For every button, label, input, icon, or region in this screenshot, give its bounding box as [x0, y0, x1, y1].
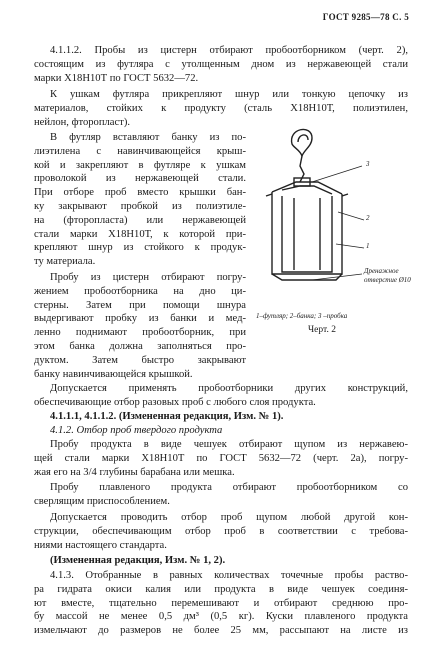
text-line: состоящим из футляра с утолщенным дном из нержавеющей стали: [34, 58, 408, 70]
text-line: на (фторопласта) или нержавеющей: [34, 214, 246, 226]
text-line: Пробу продукта в виде чешуек отбирают щупом из нержавею-: [50, 439, 408, 450]
text-line: нейлон, фторопласт).: [34, 116, 131, 128]
label-drain: Дренажное: [364, 267, 399, 275]
paragraph-4-1-1-2: [34, 44, 408, 85]
text-line: этом банка должна заполняться про-: [34, 340, 246, 352]
label-drain-hole: отверстие Ø10: [364, 276, 411, 284]
label-3: 3: [366, 160, 370, 168]
text-line: материалов, стойких к продукту (сталь Х18Н10Т, полиэтилен,: [34, 102, 408, 114]
text-line: ту материала.: [34, 256, 96, 268]
paragraph-solid-sample: [34, 438, 408, 479]
text-line: При отборе проб вместо крышки бан-: [34, 187, 246, 199]
section-4-1-2-title: 4.1.2. Отбор проб твердого продукта: [50, 425, 223, 436]
paragraph-probe: [34, 511, 408, 552]
text-line: лиэтилена с навинчивающейся крыш-: [34, 145, 246, 157]
text-line: ниями настоящего стандарта.: [34, 539, 167, 551]
text-line: ют вместе, тщательно перемешивают и отбирают среднюю про-: [34, 597, 408, 609]
text-line: крепляют шнур из стойкого к продук-: [34, 242, 246, 254]
sampler-figure: [252, 152, 422, 342]
sampler-drawing: [252, 124, 422, 284]
paragraph-4-1-3: [34, 569, 408, 638]
text-line: выдергивают пробку из банки и мед-: [34, 313, 246, 325]
text-line: 4.1.1.2. Пробы из цистерн отбирают пробоотборником (черт. 2),: [50, 45, 408, 56]
text-line: Допускается применять пробоотборники других конструкций,: [50, 383, 408, 394]
text-line: жением пробоотборника на дно ци-: [34, 285, 246, 297]
text-line: 4.1.3. Отобранные в равных количествах точечные пробы раство-: [50, 570, 408, 581]
text-line: банку навинчивающейся крышкой.: [34, 368, 193, 380]
text-line: ра гидрата окиси калия или продукта в виде чешуек соединя-: [34, 583, 408, 595]
figure-number: Черт. 2: [308, 325, 336, 335]
label-2: 2: [366, 214, 370, 222]
text-line: жая его на 3/4 глубины барабана или мешка.: [34, 466, 235, 478]
text-line: дуктом. Затем быстро закрывают: [34, 354, 246, 366]
text-line: стерны. Затем при помощи шнура: [34, 299, 246, 311]
paragraph-fused-sample: [34, 481, 408, 509]
edition-note-2: (Измененная редакция, Изм. № 1, 2).: [50, 555, 226, 566]
text-line: ленно поднимают пробоотборник, при: [34, 327, 246, 339]
page-header: ГОСТ 9285—78 С. 5: [322, 12, 409, 22]
text-line: обеспечивающие отбор разовых проб с любого слоя продукта.: [34, 396, 316, 408]
text-line: бу массой не менее 0,5 дм³ (0,5 кг). Куски плавленого продукта: [34, 611, 408, 623]
text-line: Пробу из цистерн отбирают погру-: [50, 272, 246, 283]
text-line: ку закрывают пробкой из полиэтиле-: [34, 200, 246, 212]
text-line: марки Х18Н10Т по ГОСТ 5632—72.: [34, 72, 199, 84]
text-line: струкции, обеспечивающим отбор проб в соответствии с требова-: [34, 525, 408, 537]
paragraph-other-samplers: [34, 382, 408, 410]
edition-note-1: 4.1.1.1, 4.1.1.2. (Измененная редакция, Изм. № 1).: [50, 411, 284, 422]
text-line: измельчают до размеров не более 25 мм, рассыпают на листе из: [34, 625, 408, 637]
text-line: сверлящим приспособлением.: [34, 495, 170, 507]
text-line: стали марки Х18Н10Т, к которой при-: [34, 228, 246, 240]
figure-caption: 1–футляр; 2–банка; 3 –пробка: [256, 312, 348, 320]
label-1: 1: [366, 242, 370, 250]
text-line: щей стали марки Х18Н10Т по ГОСТ 5632—72 (черт. 2а), погру-: [34, 452, 408, 464]
text-line: кой и закрепляют в футляре к ушкам: [34, 159, 246, 171]
text-line: Допускается проводить отбор проб щупом любой другой кон-: [50, 512, 408, 523]
text-line: проволокой из нержавеющей стали.: [34, 173, 246, 185]
text-line: В футляр вставляют банку из по-: [50, 132, 246, 143]
text-line: Пробу плавленого продукта отбирают пробоотборником со: [50, 482, 408, 493]
paragraph-sampling: [34, 271, 246, 381]
text-line: К ушкам футляра прикрепляют шнур или тонкую цепочку из: [50, 89, 408, 100]
paragraph-jar: [34, 131, 246, 269]
